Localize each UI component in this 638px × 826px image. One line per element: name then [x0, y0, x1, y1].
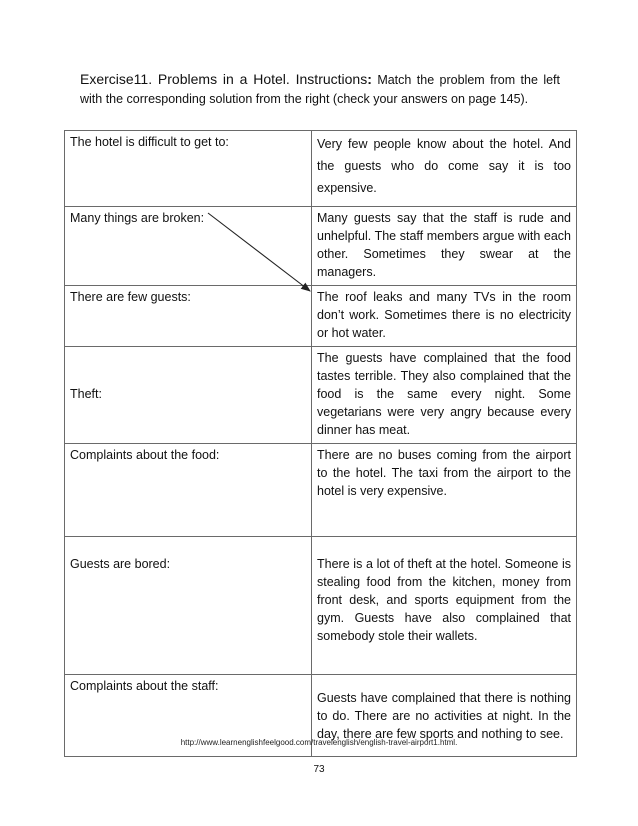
- source-url: http://www.learnenglishfeelgood.com/travelenglish/english-travel-airport1.html.: [180, 738, 458, 747]
- problem-cell: Complaints about the food:: [65, 444, 312, 537]
- exercise-title: Exercise11. Problems in a Hotel. Instructions: [80, 71, 368, 87]
- solution-cell: Very few people know about the hotel. And the guests who do come say it is too expensive.: [312, 131, 577, 207]
- problem-cell: Many things are broken:: [65, 207, 312, 286]
- table-row: [65, 347, 577, 444]
- table-row: [65, 444, 577, 537]
- table-row: [65, 537, 577, 675]
- solution-cell: There is a lot of theft at the hotel. Someone is stealing food from the kitchen, money from front desk, and sports equipment from the gym. Guests have also complained that somebody stole their wallets.: [312, 537, 577, 675]
- exercise-header: [80, 70, 560, 109]
- solution-cell: The guests have complained that the food tastes terrible. They also complained that the food is the same every night. Some vegetarians were very angry because every dinner has meat.: [312, 347, 577, 444]
- problem-cell: There are few guests:: [65, 286, 312, 347]
- page-number: 73: [313, 764, 325, 775]
- problem-cell: Theft:: [65, 347, 312, 444]
- matching-table: [64, 130, 577, 757]
- solution-cell: Many guests say that the staff is rude and unhelpful. The staff members argue with each other. Sometimes they swear at the managers.: [312, 207, 577, 286]
- problem-cell: Complaints about the staff:: [65, 675, 312, 757]
- table-row: [65, 207, 577, 286]
- problem-cell: Guests are bored:: [65, 537, 312, 675]
- solution-cell: There are no buses coming from the airport to the hotel. The taxi from the airport to the hotel is very expensive.: [312, 444, 577, 537]
- table-row: [65, 286, 577, 347]
- solution-cell: The roof leaks and many TVs in the room don’t work. Sometimes there is no electricity or hot water.: [312, 286, 577, 347]
- table-row: [65, 131, 577, 207]
- problem-cell: The hotel is difficult to get to:: [65, 131, 312, 207]
- exercise-instructions: Match the problem from the left with the corresponding solution from the right (check your answers on page 145).: [80, 73, 561, 106]
- solution-cell: Guests have complained that there is nothing to do. There are no activities at night. In the day, there are few sports and nothing to see.: [312, 675, 577, 757]
- title-colon: :: [367, 71, 372, 87]
